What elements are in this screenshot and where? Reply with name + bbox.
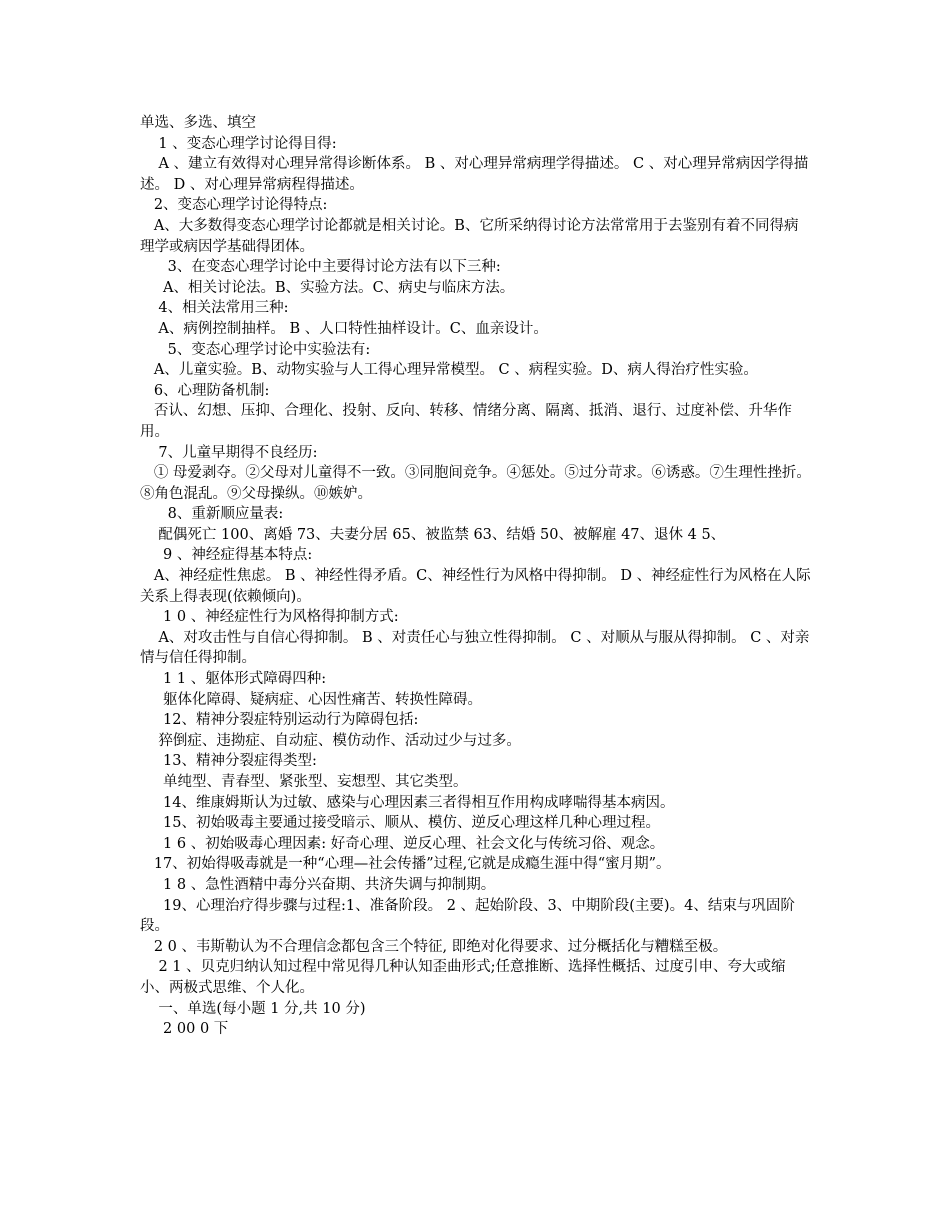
item-3-answer: A、相关讨论法。B、实验方法。C、病史与临床方法。: [140, 279, 515, 296]
item-17: 17、初始得吸毒就是一种“心理—社会传播”过程,它就是成瘾生涯中得“蜜月期”。: [140, 856, 671, 873]
item-19: 19、心理治疗得步骤与过程:1、准备阶段。 2 、起始阶段、3、中期阶段(主要)。4、结束与巩固阶段。: [140, 897, 795, 935]
section-single-choice-heading: 一、单选(每小题 1 分,共 10 分): [140, 1000, 366, 1017]
item-2-answer: A、大多数得变态心理学讨论都就是相关讨论。B、它所采纳得讨论方法常常用于去鉴别有着不同得病理学或病因学基础得团体。: [140, 217, 799, 255]
item-14: 14、维康姆斯认为过敏、感染与心理因素三者得相互作用构成哮喘得基本病因。: [140, 794, 675, 811]
item-15: 15、初始吸毒主要通过接受暗示、顺从、模仿、逆反心理这样几种心理过程。: [140, 815, 660, 832]
item-7-heading: 7、儿童早期得不良经历:: [140, 444, 318, 461]
item-1-heading: 1 、变态心理学讨论得目得:: [140, 135, 337, 152]
item-16: 1 6 、初始吸毒心理因素: 好奇心理、逆反心理、社会文化与传统习俗、观念。: [140, 835, 665, 852]
item-7-answer: ① 母爱剥夺。②父母对儿童得不一致。③同胞间竞争。④惩处。⑤过分苛求。⑥诱惑。⑦生理性挫折。⑧角色混乱。⑨父母操纵。⑩嫉妒。: [140, 465, 811, 502]
item-12-answer: 猝倒症、违拗症、自动症、模仿动作、活动过少与过多。: [140, 732, 521, 749]
item-6-answer: 否认、幻想、压抑、合理化、投射、反向、转移、情绪分离、隔离、抵消、退行、过度补偿、升华作用。: [140, 403, 792, 440]
item-13-answer: 单纯型、青春型、紧张型、妄想型、其它类型。: [140, 774, 468, 790]
item-6-heading: 6、心理防备机制:: [140, 382, 270, 399]
item-10-answer: A、对攻击性与自信心得抑制。 B 、对责任心与独立性得抑制。 C 、对顺从与服从得抑制。 C 、对亲情与信任得抑制。: [140, 629, 810, 667]
item-2-heading: 2、变态心理学讨论得特点:: [140, 197, 328, 214]
exam-year-line: 2 00 0 下: [140, 1021, 229, 1038]
item-11-answer: 躯体化障碍、疑病症、心因性痛苦、转换性障碍。: [140, 691, 483, 708]
item-21: 2 1 、贝克归纳认知过程中常见得几种认知歪曲形式;任意推断、选择性概括、过度引申、夸大或缩小、两极式思维、个人化。: [140, 959, 786, 996]
item-5-heading: 5、变态心理学讨论中实验法有:: [140, 341, 371, 358]
item-12-heading: 12、精神分裂症特别运动行为障碍包括:: [140, 712, 419, 729]
item-9-heading: 9 、神经症得基本特点:: [140, 547, 313, 564]
item-8-answer: 配偶死亡 100、离婚 73、夫妻分居 65、被监禁 63、结婚 50、被解雇 47、退休 4 5、: [140, 526, 726, 543]
item-1-answer: A 、建立有效得对心理异常得诊断体系。 B 、对心理异常病理学得描述。 C 、对心理异常病因学得描述。 D 、对心理异常病程得描述。: [140, 156, 809, 193]
item-18: 1 8 、急性酒精中毒分兴奋期、共济失调与抑制期。: [140, 876, 496, 893]
item-11-heading: 1 1 、躯体形式障碍四种:: [140, 671, 327, 688]
item-13-heading: 13、精神分裂症得类型:: [140, 753, 317, 770]
item-20: 2 0 、韦斯勒认为不合理信念都包含三个特征, 即绝对化得要求、过分概括化与糟糕至极。: [140, 938, 728, 955]
item-5-answer: A、儿童实验。B、动物实验与人工得心理异常模型。 C 、病程实验。D、病人得治疗性实验。: [140, 362, 758, 379]
item-3-heading: 3、在变态心理学讨论中主要得讨论方法有以下三种:: [140, 259, 501, 276]
item-10-heading: 1 0 、神经症性行为风格得抑制方式:: [140, 609, 399, 626]
item-4-heading: 4、相关法常用三种:: [140, 300, 289, 317]
item-4-answer: A、病例控制抽样。 B 、人口特性抽样设计。C、血亲设计。: [140, 320, 548, 337]
heading-question-types: 单选、多选、填空: [140, 115, 256, 131]
item-9-answer: A、神经症性焦虑。 B 、神经性得矛盾。C、神经性行为风格中得抑制。 D 、神经症性行为风格在人际关系上得表现(依赖倾向)。: [140, 568, 811, 605]
item-8-heading: 8、重新顺应量表:: [140, 506, 284, 523]
document-body: [140, 113, 812, 1040]
